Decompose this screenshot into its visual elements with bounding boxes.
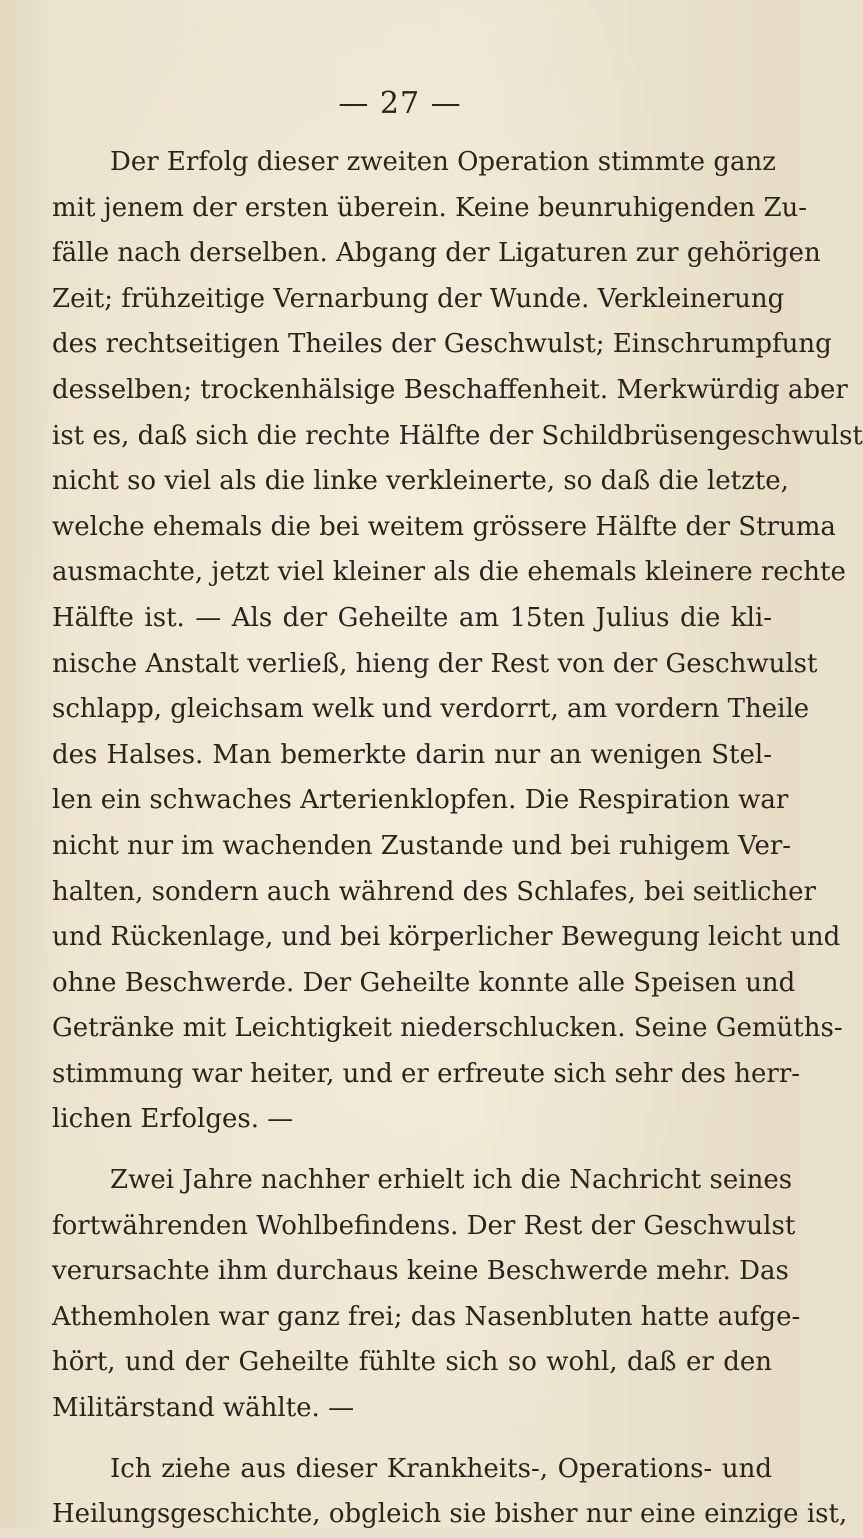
paragraph-3 — [52, 1447, 848, 1538]
text-line: des Halses. Man bemerkte darin nur an wenigen Stel- — [52, 739, 772, 770]
page-number: — 27 — — [338, 86, 462, 121]
text-line: Getränke mit Leichtigkeit niederschlucken. Seine Gemüths- — [52, 1013, 843, 1044]
text-line: Heilungsgeschichte, obgleich sie bisher nur eine einzige ist, — [52, 1499, 848, 1530]
text-line: Militärstand wählte. — — [52, 1393, 355, 1424]
text-line: nicht so viel als die linke verkleinerte, so daß die letzte, — [52, 466, 789, 497]
text-line: Ich ziehe aus dieser Krankheits-, Operations- und — [110, 1453, 772, 1484]
paragraph-2 — [52, 1158, 801, 1432]
body-text — [52, 140, 863, 1538]
text-line: nische Anstalt verließ, hieng der Rest von der Geschwulst — [52, 648, 818, 679]
text-line: ist es, daß sich die rechte Hälfte der Schildbrüsengeschwulst — [52, 420, 863, 451]
text-line: des rechtseitigen Theiles der Geschwulst; Einschrumpfung — [52, 329, 832, 360]
text-line: welche ehemals die bei weitem grössere Hälfte der Struma — [52, 511, 836, 542]
text-line: fortwährenden Wohlbefindens. Der Rest der Geschwulst — [52, 1210, 796, 1241]
paragraph-1 — [52, 140, 863, 1143]
text-line: len ein schwaches Arterienklopfen. Die Respiration war — [52, 785, 789, 816]
paragraph-spacer — [52, 1432, 772, 1447]
text-line: Der Erfolg dieser zweiten Operation stimmte ganz — [110, 147, 776, 177]
text-line: nicht nur im wachenden Zustande und bei ruhigem Ver- — [52, 830, 792, 861]
paragraph-spacer — [52, 1143, 772, 1158]
text-line: ausmachte, jetzt viel kleiner als die ehemals kleinere rechte — [52, 557, 846, 588]
text-line: Zwei Jahre nachher erhielt ich die Nachricht seines — [110, 1165, 793, 1196]
text-line: schlapp, gleichsam welk und verdorrt, am vordern Theile — [52, 694, 810, 725]
text-line: stimmung war heiter, und er erfreute sich sehr des herr- — [52, 1058, 801, 1089]
text-line: ohne Beschwerde. Der Geheilte konnte alle Speisen und — [52, 967, 796, 998]
text-line: Zeit; frühzeitige Vernarbung der Wunde. Verkleinerung — [52, 283, 785, 314]
text-line: verursachte ihm durchaus keine Beschwerde mehr. Das — [52, 1256, 789, 1287]
text-line: und Rückenlage, und bei körperlicher Bewegung leicht und — [52, 922, 841, 953]
text-line: mit jenem der ersten überein. Keine beunruhigenden Zu- — [52, 192, 808, 223]
text-line: hört, und der Geheilte fühlte sich so wohl, daß er den — [52, 1347, 772, 1378]
text-line: fälle nach derselben. Abgang der Ligaturen zur gehörigen — [52, 238, 821, 269]
text-line: Hälfte ist. — Als der Geheilte am 15ten Julius die kli- — [52, 602, 772, 633]
text-line: lichen Erfolges. — — [52, 1104, 294, 1135]
text-line: Athemholen war ganz frei; das Nasenbluten hatte aufge- — [52, 1301, 801, 1332]
text-line: halten, sondern auch während des Schlafes, bei seitlicher — [52, 876, 816, 907]
text-line: desselben; trockenhälsige Beschaffenheit. Merkwürdig aber — [52, 374, 848, 405]
